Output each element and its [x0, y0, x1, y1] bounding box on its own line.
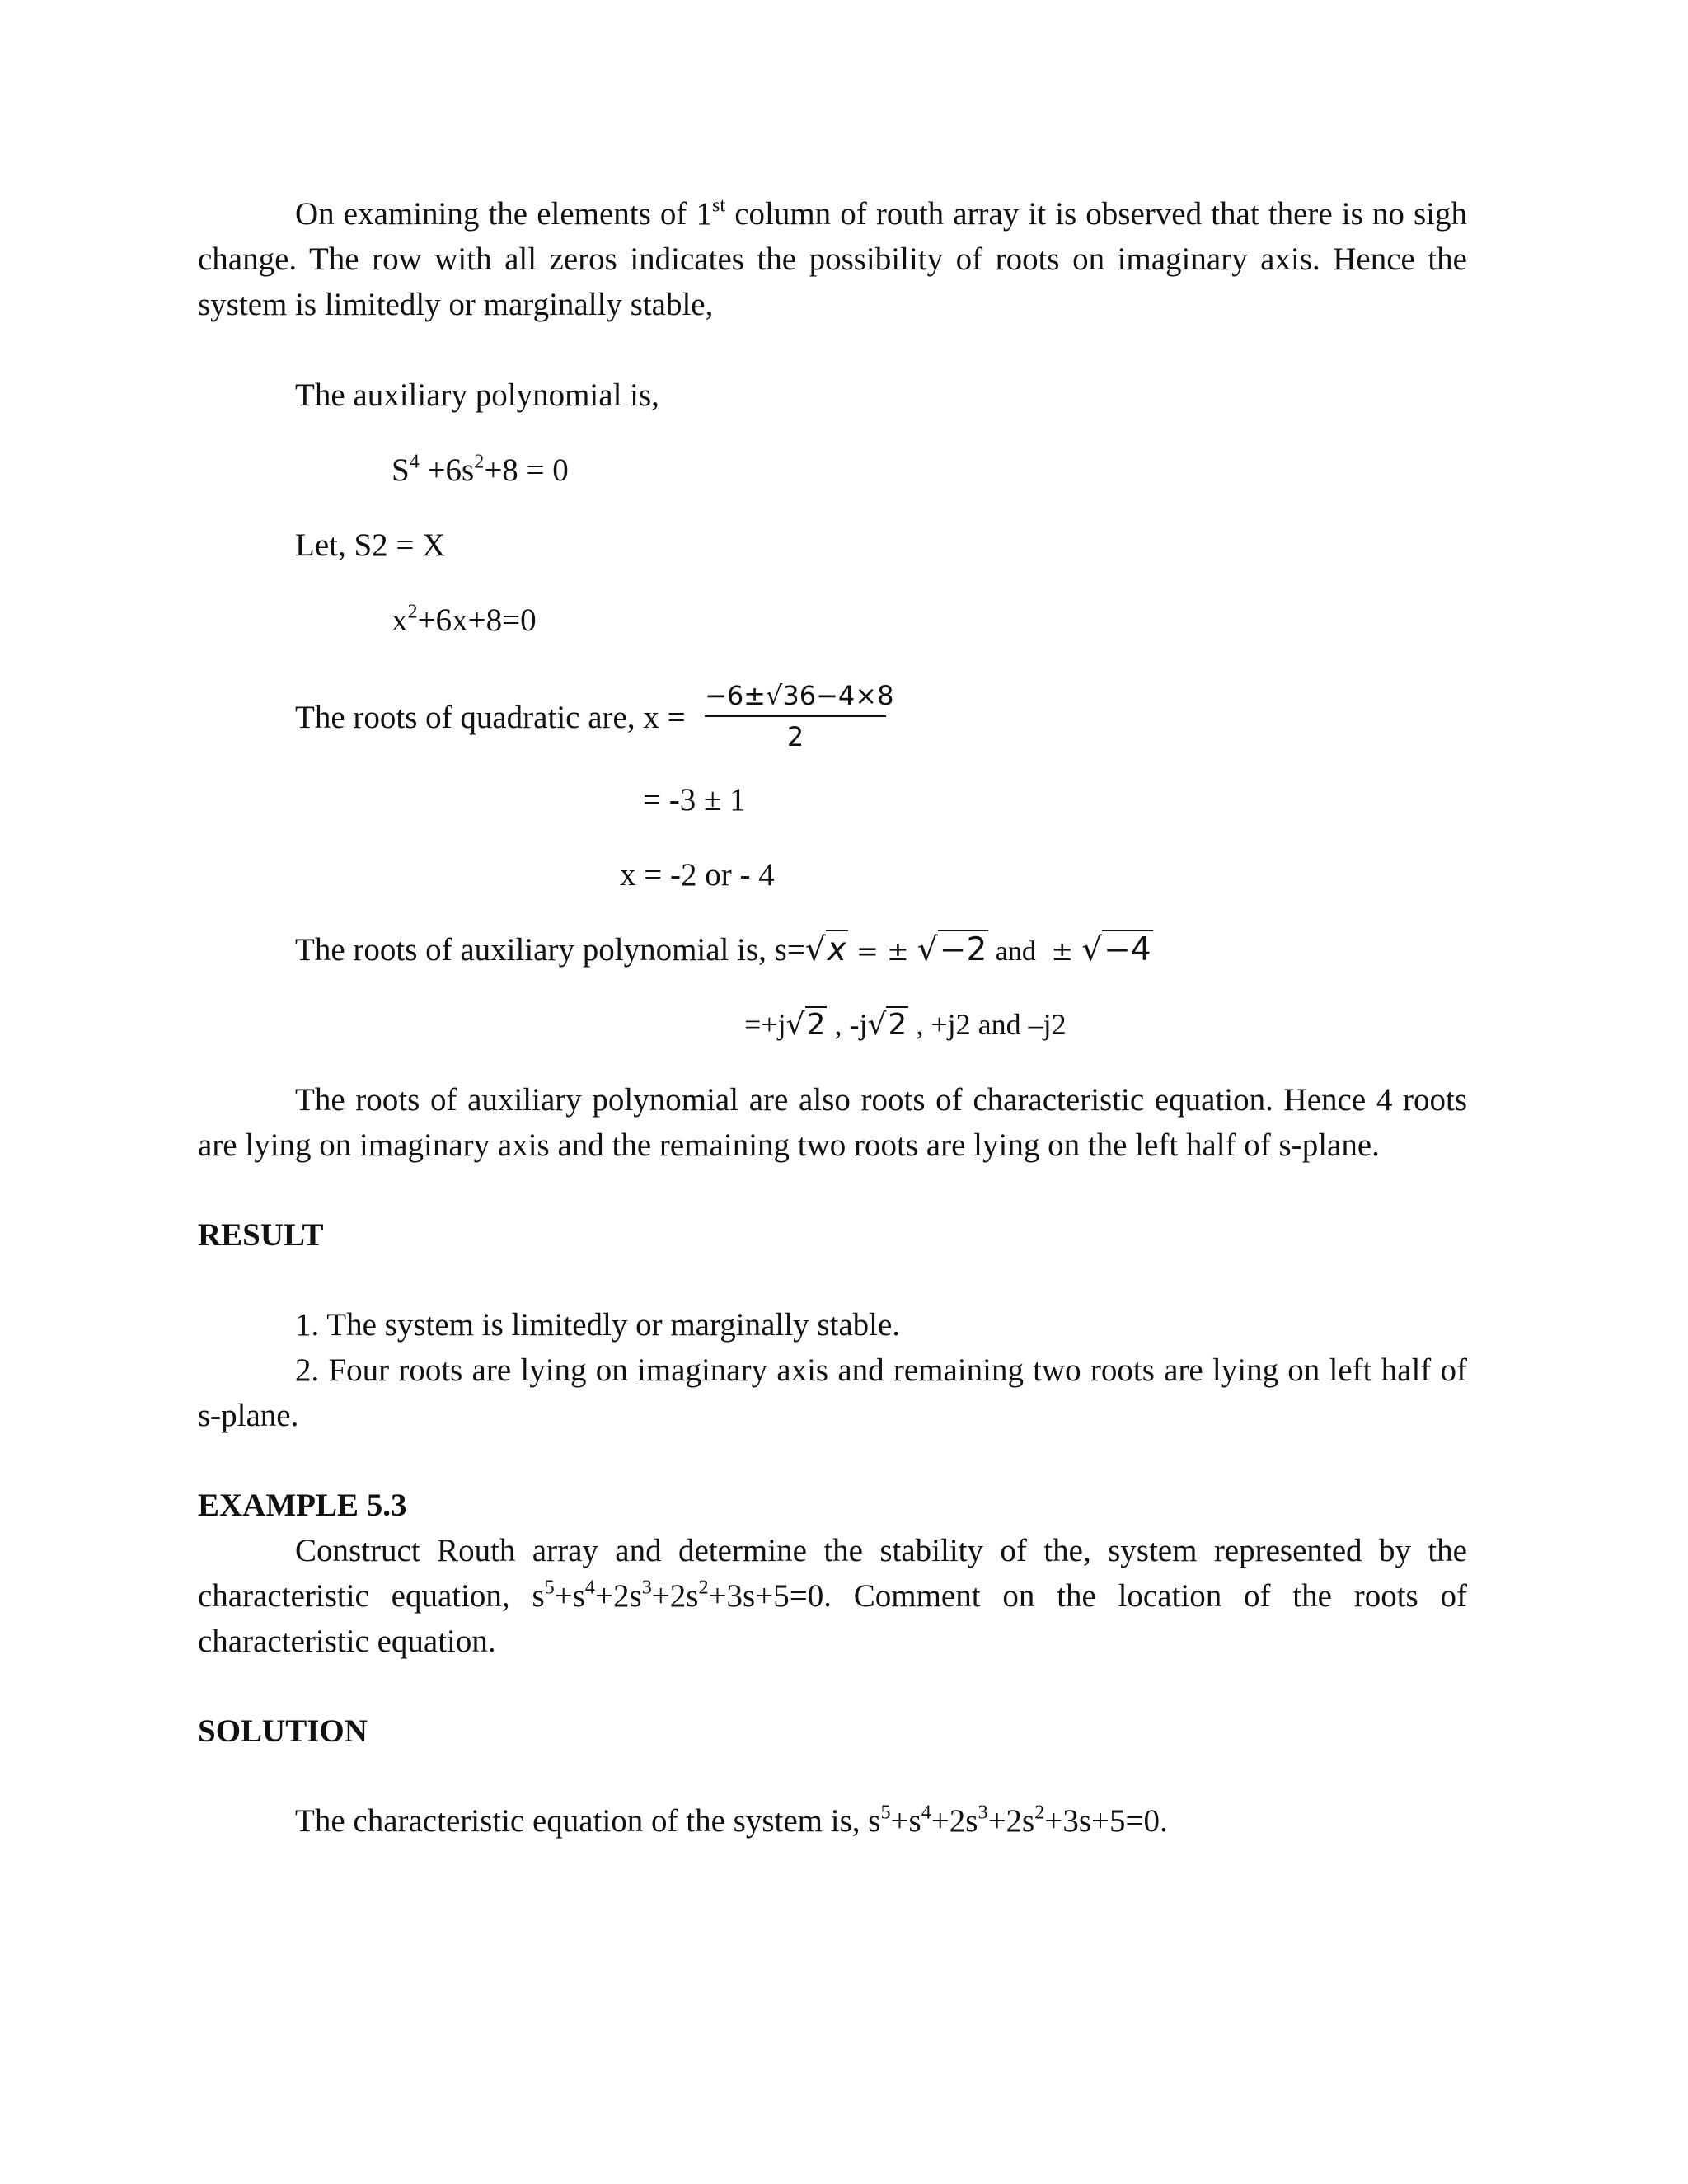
sqrt-x	[805, 927, 848, 972]
char-eq-part: +3s+5=0.	[1044, 1803, 1168, 1839]
radicand: 2	[888, 1008, 907, 1042]
sqrt-neg2	[917, 927, 988, 972]
radical-sign-icon: √	[1081, 931, 1103, 968]
sqrt-2	[867, 1002, 908, 1047]
example-sup: 5	[544, 1576, 555, 1599]
example-statement	[198, 1528, 1467, 1664]
example-sup: 2	[698, 1576, 709, 1599]
result-item-1: 1. The system is limitedly or marginally stable.	[295, 1307, 901, 1343]
aux-roots-label: The roots of auxiliary polynomial is, s=	[295, 932, 805, 968]
aux-eq-part: +6s	[419, 452, 475, 488]
example-heading: EXAMPLE 5.3	[198, 1488, 407, 1523]
quadratic-roots-label: The roots of quadratic are, x =	[295, 700, 686, 735]
quad-eq-part: +6x+8=0	[417, 602, 537, 638]
char-eq-part: +2s	[987, 1803, 1035, 1839]
characteristic-equation-line	[295, 1798, 1168, 1844]
char-eq-sup: 2	[1034, 1801, 1045, 1824]
quadratic-formula-fraction	[705, 677, 894, 753]
radical-sign-icon: √	[785, 1008, 805, 1042]
sqrt-2	[786, 1002, 828, 1047]
radicand: −4	[1104, 931, 1151, 968]
example-sup: 3	[641, 1576, 652, 1599]
quad-eq-sup: 2	[407, 600, 418, 623]
example-part: +2s	[651, 1578, 699, 1614]
quad-eq-part: x	[392, 602, 408, 638]
result-heading: RESULT	[198, 1217, 324, 1253]
radical-sign-icon: √	[804, 931, 826, 968]
result-item-2: 2. Four roots are lying on imaginary axis and remaining two roots are lying on left half of s-plane.	[198, 1352, 1467, 1433]
conclusion-paragraph: The roots of auxiliary polynomial are also roots of characteristic equation. Hence 4 roots are lying on imaginary axis and the remaining two roots are lying on the left half of s-plane.	[198, 1082, 1467, 1163]
radical-sign-icon: √	[867, 1008, 887, 1042]
char-eq-sup: 3	[978, 1801, 988, 1824]
char-eq-sup: 5	[880, 1801, 891, 1824]
aux-intro-line: The auxiliary polynomial is,	[295, 377, 659, 413]
solution-heading: SOLUTION	[198, 1713, 368, 1749]
aux-eq-sup: 2	[474, 450, 485, 473]
radicand: 2	[806, 1008, 826, 1042]
fraction-numerator: −6±√36−4×8	[705, 680, 894, 711]
char-eq-part: +2s	[931, 1803, 978, 1839]
quadratic-equation	[392, 598, 537, 643]
sqrt-neg4	[1081, 927, 1152, 972]
aux-roots-line	[295, 927, 1153, 974]
aux-equation	[392, 448, 569, 493]
ordinal-superscript: st	[711, 194, 726, 217]
quadratic-step-1: = -3 ± 1	[643, 782, 746, 818]
equals-plus-minus: = ±	[847, 935, 917, 967]
fraction-denominator: 2	[786, 721, 804, 752]
char-eq-part: The characteristic equation of the system is, s	[295, 1803, 881, 1839]
aux-eq-part: S	[392, 452, 410, 488]
example-sup: 4	[584, 1576, 596, 1599]
j-roots-part: , +j2 and –j2	[908, 1008, 1067, 1041]
intro-paragraph	[198, 191, 1467, 327]
char-eq-part: +s	[890, 1803, 921, 1839]
radicand: x	[827, 931, 846, 968]
j-roots-part: =+j	[744, 1008, 786, 1041]
radicand: −2	[939, 931, 987, 968]
example-part: Construct Routh array and determine the stability of the, system represented by the characteristic equation, s	[198, 1533, 1467, 1614]
intro-text-lead: On examining the elements of 1	[295, 196, 712, 232]
example-part: +3s+5=0. Comment on the location of the roots of characteristic equation.	[198, 1578, 1467, 1659]
radical-sign-icon: √	[917, 931, 938, 968]
example-part: +2s	[595, 1578, 642, 1614]
example-part: +s	[554, 1578, 585, 1614]
aux-eq-sup: 4	[409, 450, 420, 473]
imaginary-roots-line	[744, 1002, 1067, 1047]
substitution-line: Let, S2 = X	[295, 527, 446, 563]
j-roots-part: , -j	[827, 1008, 868, 1041]
plus-minus: ±	[1051, 935, 1082, 967]
fraction-bar	[705, 715, 886, 717]
and-word: and	[988, 936, 1043, 967]
intro-text-rest: column of routh array it is observed that there is no sigh change. The row with all zeros indicates the possibility of roots on imaginary axis. Hence the system is limitedly or marginally stable,	[198, 196, 1467, 322]
quadratic-step-2: x = -2 or - 4	[620, 857, 775, 893]
char-eq-sup: 4	[921, 1801, 931, 1824]
aux-eq-part: +8 = 0	[484, 452, 569, 488]
